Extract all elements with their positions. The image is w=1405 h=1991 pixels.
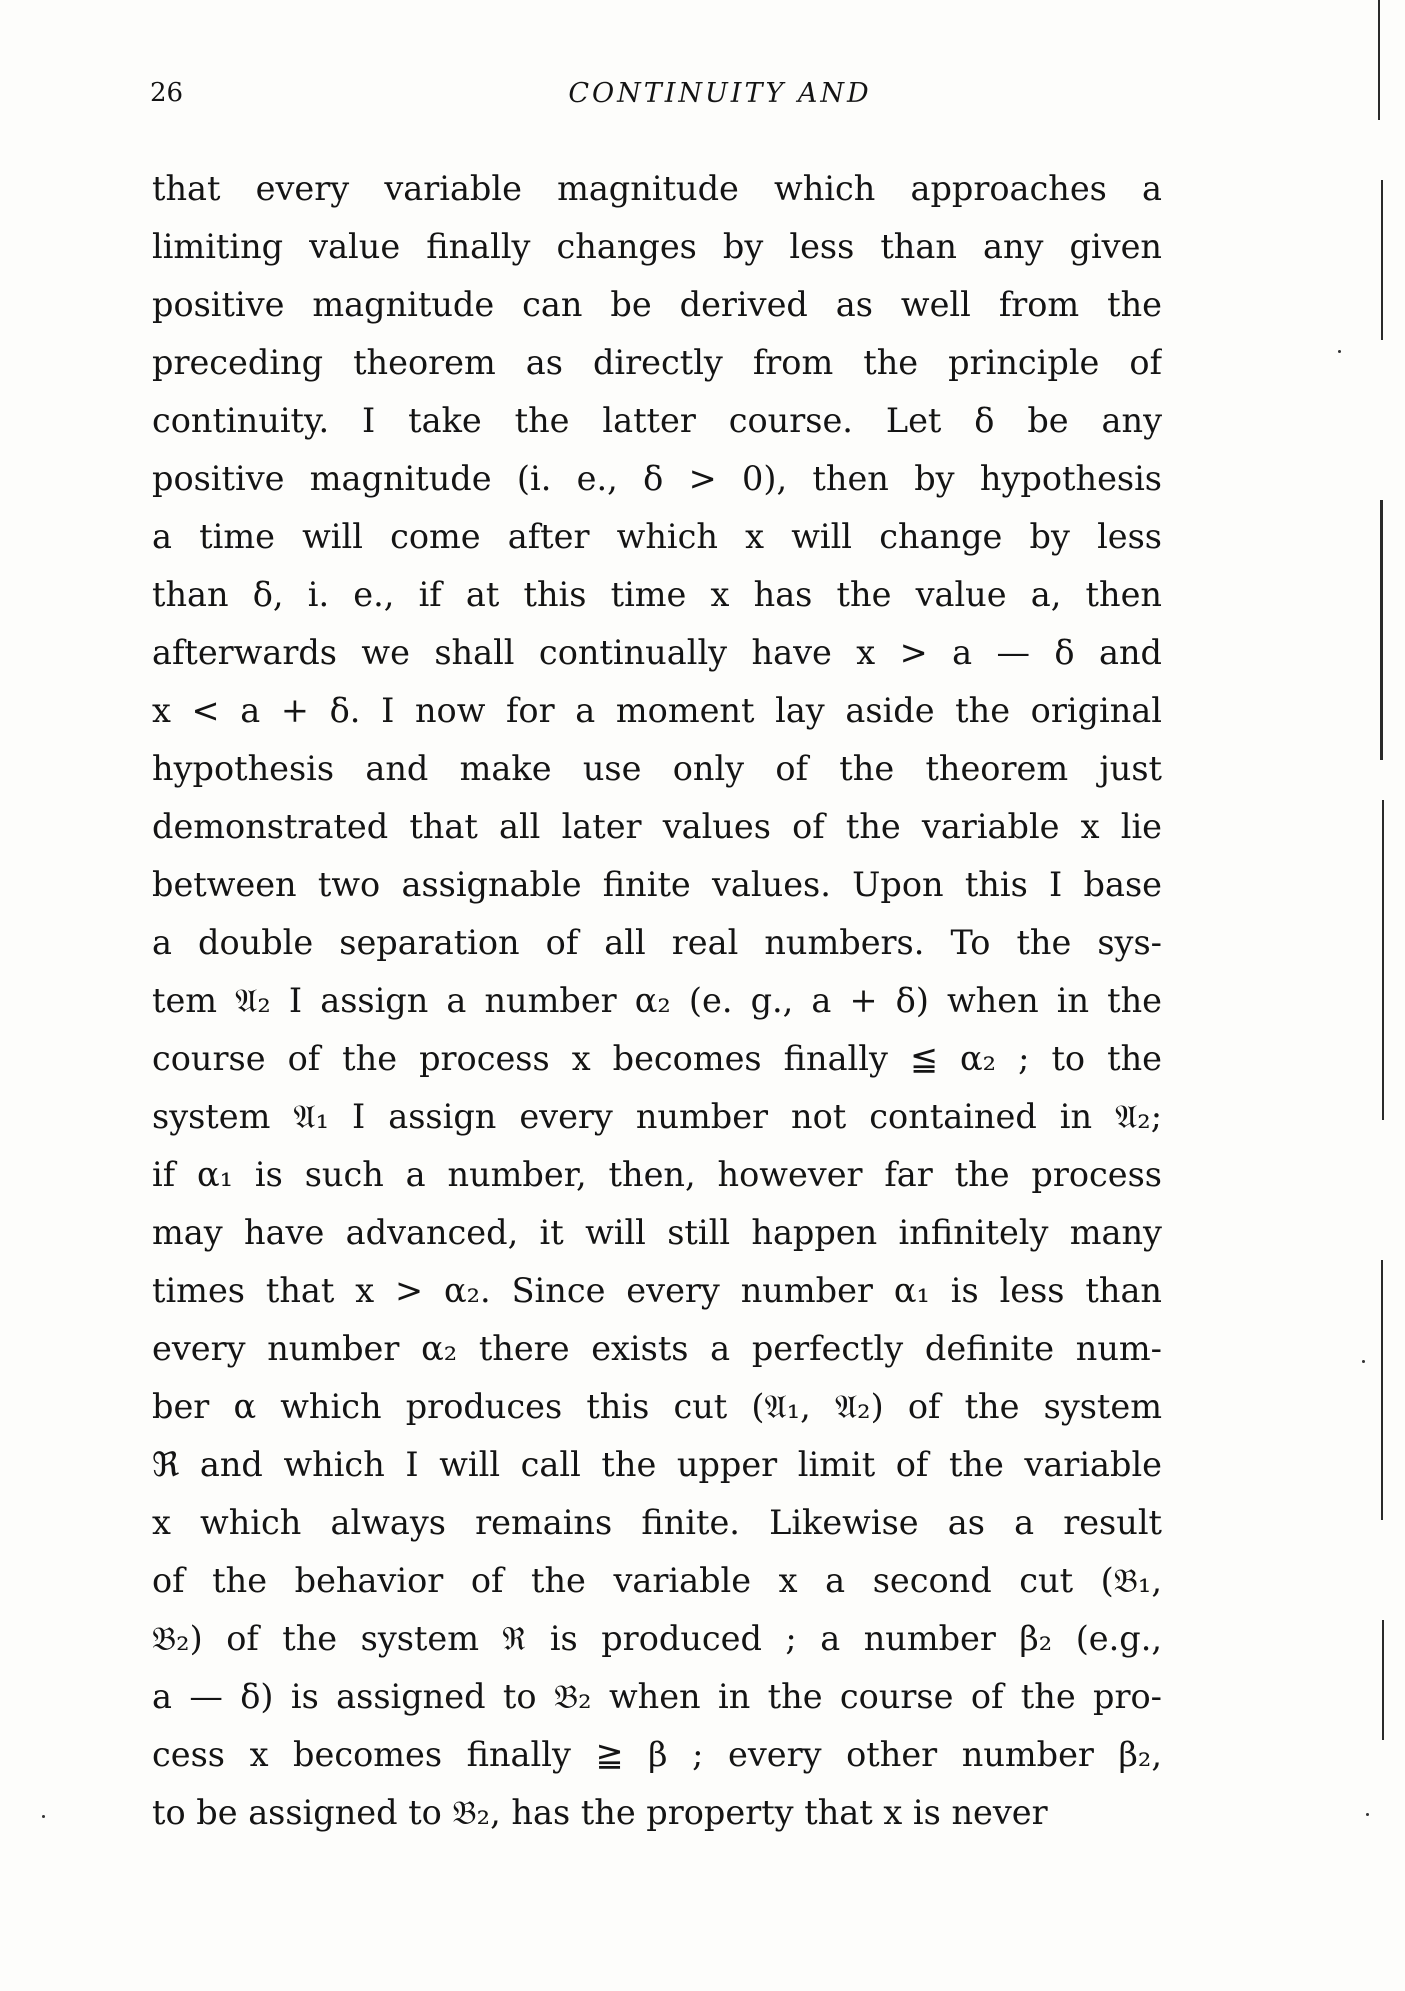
text-line: limiting value finally changes by less than any given (152, 227, 1162, 266)
text-line: ℜ and which I will call the upper limit of the variable (152, 1445, 1162, 1484)
text-line: course of the process x becomes finally ≦ α₂ ; to the (152, 1039, 1162, 1078)
text-line: cess x becomes finally ≧ β ; every other number β₂, (152, 1735, 1162, 1774)
text-line: a double separation of all real numbers. To the sys- (152, 923, 1162, 962)
text-line: afterwards we shall continually have x > a — δ and (152, 633, 1162, 672)
page-number: 26 (150, 78, 184, 108)
text-line: x which always remains finite. Likewise as a result (152, 1503, 1162, 1542)
body-text (152, 160, 1162, 1842)
text-line: of the behavior of the variable x a second cut (𝔅₁, (152, 1561, 1162, 1600)
text-line: that every variable magnitude which approaches a (152, 169, 1162, 208)
running-title: CONTINUITY AND (568, 78, 872, 109)
text-line: times that x > α₂. Since every number α₁ is less than (152, 1271, 1162, 1310)
text-line: than δ, i. e., if at this time x has the value a, then (152, 575, 1162, 614)
page-edge-shadow (1382, 1620, 1384, 1740)
scan-speck (1362, 1360, 1365, 1363)
scan-speck (1338, 350, 1341, 353)
text-line: positive magnitude (i. e., δ > 0), then by hypothesis (152, 459, 1162, 498)
text-line: a — δ) is assigned to 𝔅₂ when in the course of the pro- (152, 1677, 1162, 1716)
text-line: hypothesis and make use only of the theorem just (152, 749, 1162, 788)
text-line: between two assignable finite values. Upon this I base (152, 865, 1162, 904)
text-line: every number α₂ there exists a perfectly definite num- (152, 1329, 1162, 1368)
text-line: to be assigned to 𝔅₂, has the property that x is never (152, 1793, 1048, 1832)
page-edge-shadow (1380, 500, 1383, 760)
text-line: preceding theorem as directly from the principle of (152, 343, 1162, 382)
text-line: positive magnitude can be derived as well from the (152, 285, 1162, 324)
page-header (150, 78, 1160, 118)
page-edge-shadow (1382, 800, 1384, 1120)
text-line: ber α which produces this cut (𝔄₁, 𝔄₂) of the system (152, 1387, 1162, 1426)
scan-speck (42, 1815, 45, 1818)
page-edge-shadow (1381, 1260, 1383, 1520)
page-edge-shadow (1378, 0, 1380, 120)
scan-speck (1366, 1813, 1369, 1816)
text-line: tem 𝔄₂ I assign a number α₂ (e. g., a + δ) when in the (152, 981, 1162, 1020)
text-line: continuity. I take the latter course. Let δ be any (152, 401, 1162, 440)
text-line: 𝔅₂) of the system ℜ is produced ; a number β₂ (e.g., (152, 1619, 1162, 1658)
text-line: may have advanced, it will still happen infinitely many (152, 1213, 1162, 1252)
text-line: if α₁ is such a number, then, however far the process (152, 1155, 1162, 1194)
text-line: system 𝔄₁ I assign every number not contained in 𝔄₂; (152, 1097, 1162, 1136)
page-edge-shadow (1381, 180, 1383, 340)
text-line: a time will come after which x will change by less (152, 517, 1162, 556)
text-line: demonstrated that all later values of the variable x lie (152, 807, 1162, 846)
text-line: x < a + δ. I now for a moment lay aside the original (152, 691, 1162, 730)
